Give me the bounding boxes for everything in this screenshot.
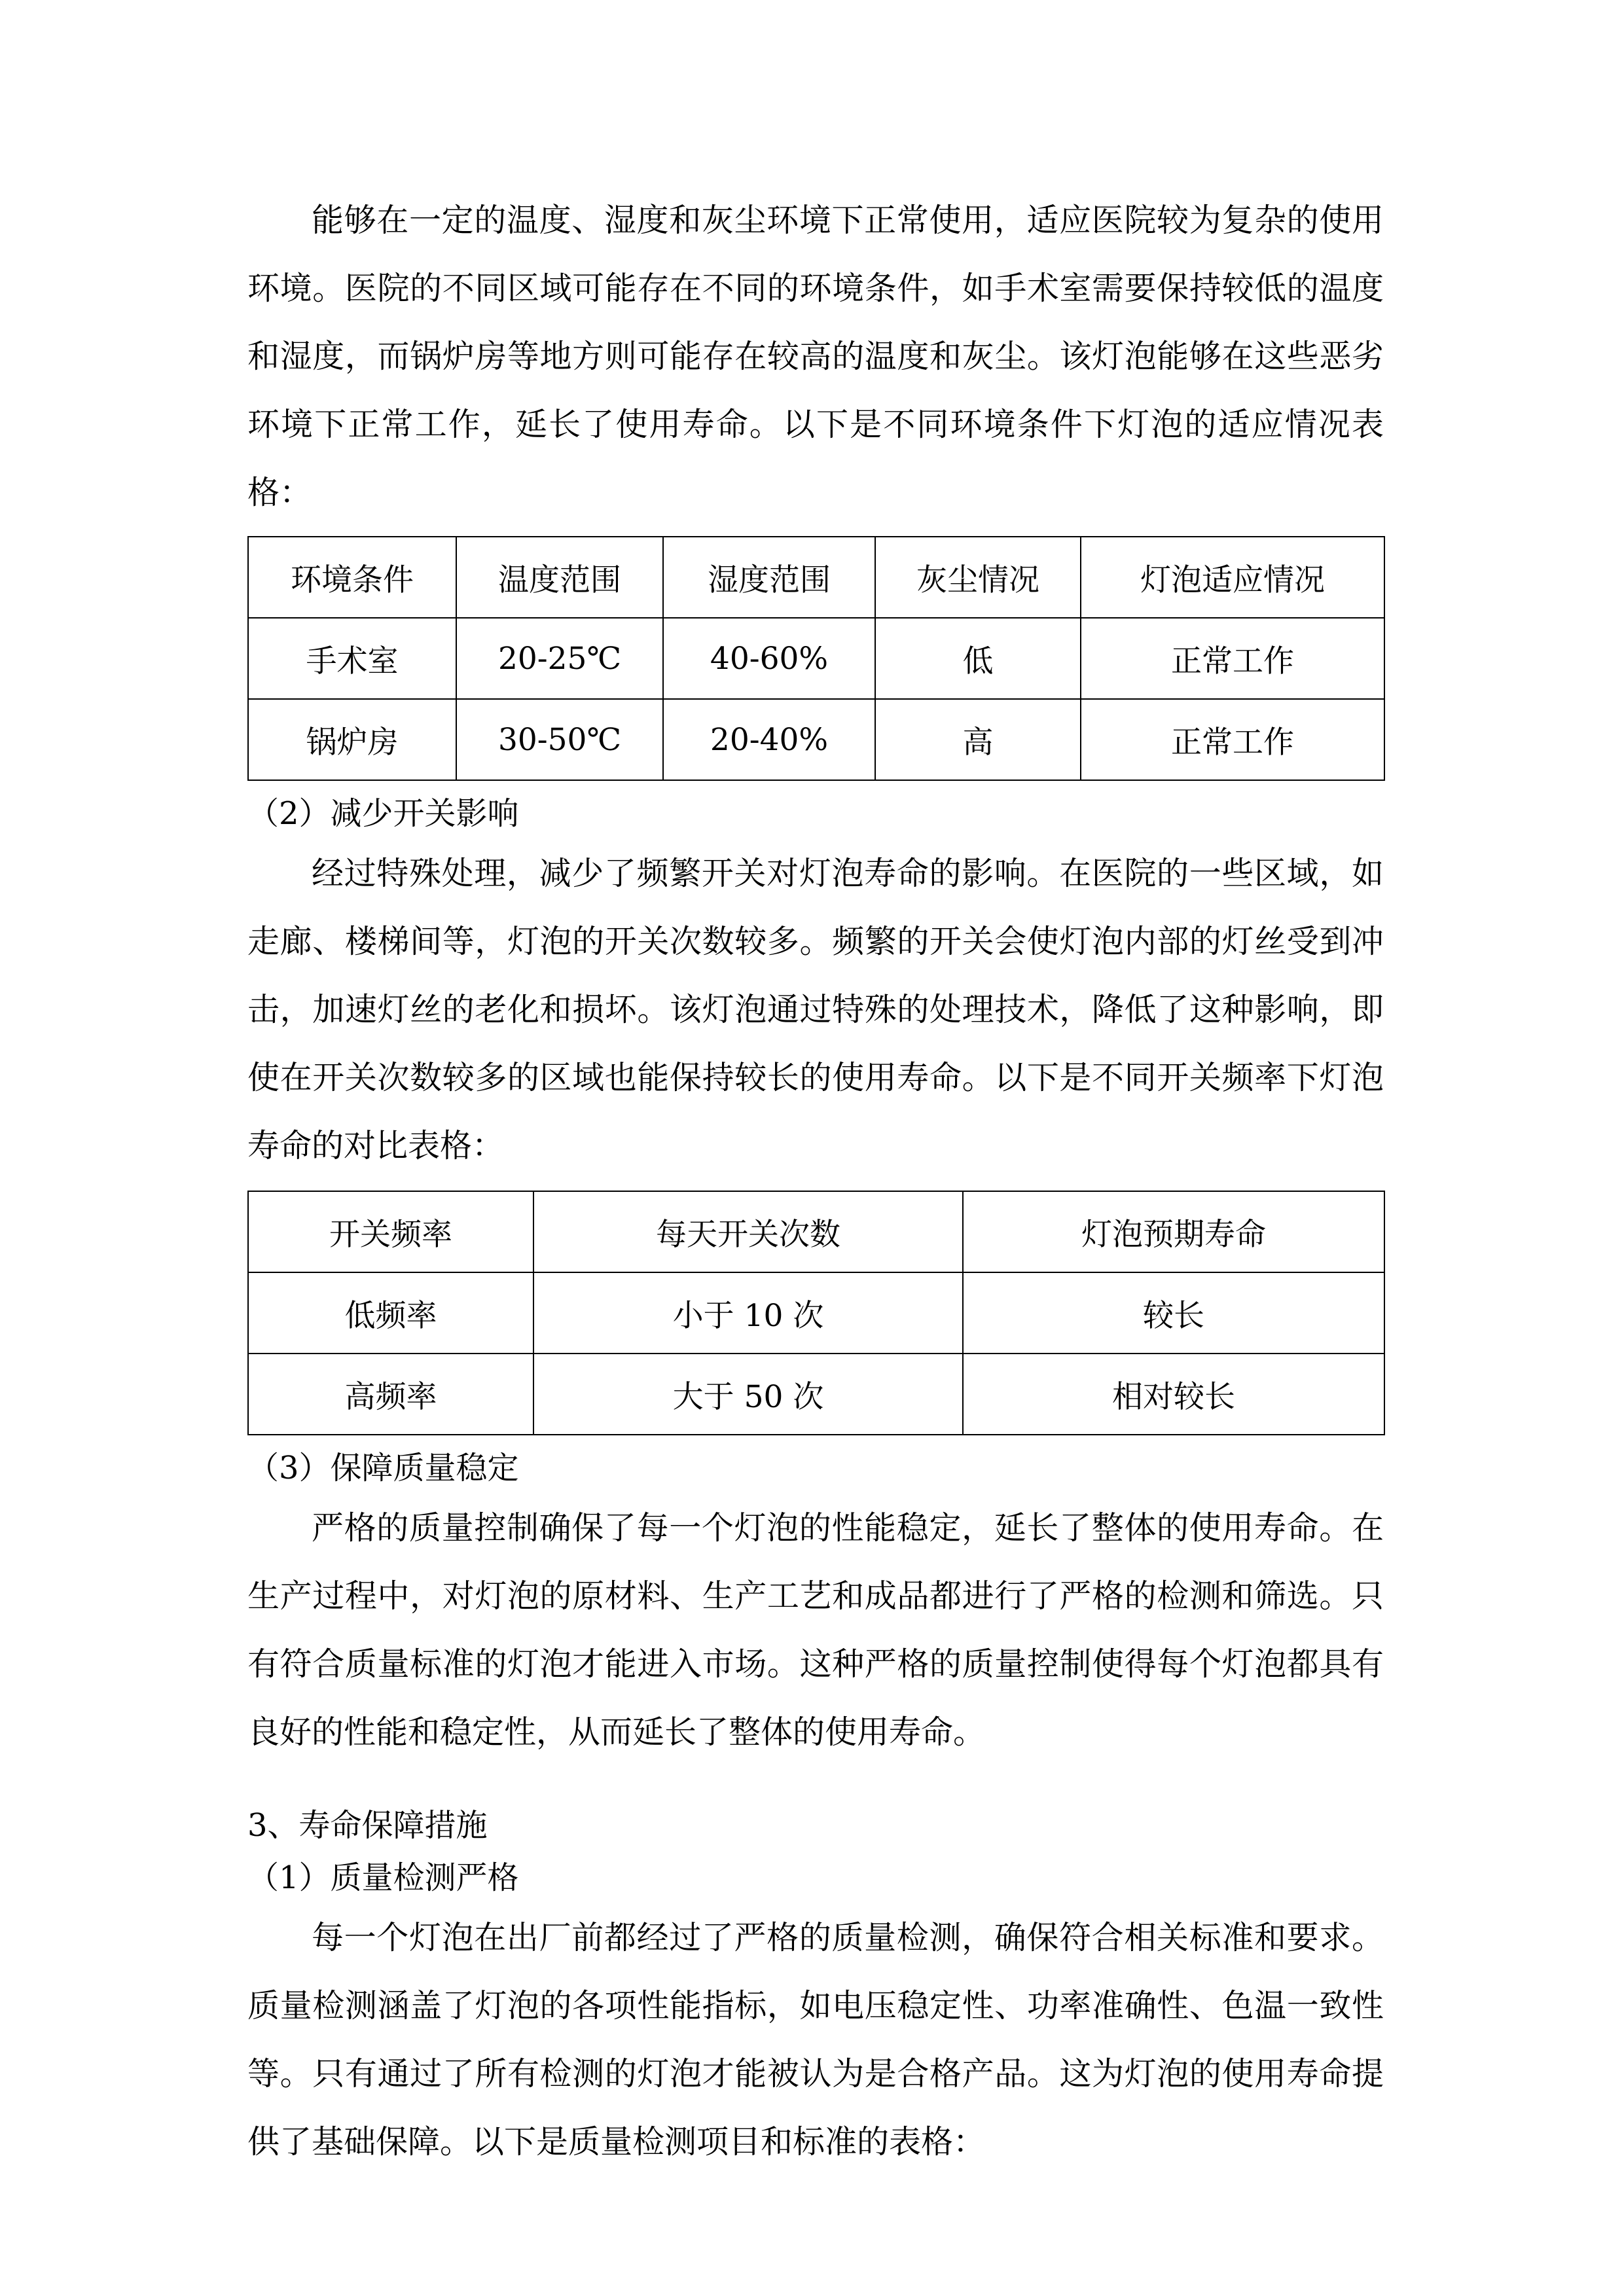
table-row — [248, 1354, 1384, 1435]
table-header-cell: 开关频率 — [248, 1191, 533, 1272]
table-header-cell: 灰尘情况 — [875, 537, 1081, 618]
table-header-cell: 每天开关次数 — [533, 1191, 963, 1272]
table-cell: 正常工作 — [1081, 699, 1384, 780]
table-row — [248, 1272, 1384, 1354]
table-cell: 较长 — [963, 1272, 1384, 1354]
subheading-strict-inspection: （1）质量检测严格 — [247, 1859, 519, 1896]
table-cell: 高 — [875, 699, 1081, 780]
table-cell: 低频率 — [248, 1272, 533, 1354]
table-cell: 20-25℃ — [456, 618, 663, 699]
section-spacer — [247, 1767, 1384, 1799]
table-header-cell: 环境条件 — [248, 537, 456, 618]
table-row — [248, 618, 1384, 699]
table-header-cell: 灯泡适应情况 — [1081, 537, 1384, 618]
table-row — [248, 699, 1384, 780]
table-header-row — [248, 1191, 1384, 1272]
table-cell: 正常工作 — [1081, 618, 1384, 699]
section-heading-lifespan-measures: 3、寿命保障措施 — [247, 1807, 488, 1844]
table-header-cell: 湿度范围 — [663, 537, 875, 618]
table-cell: 低 — [875, 618, 1081, 699]
table-cell: 锅炉房 — [248, 699, 456, 780]
table-cell: 高频率 — [248, 1354, 533, 1435]
table-cell: 小于 10 次 — [533, 1272, 963, 1354]
paragraph-switching: 经过特殊处理，减少了频繁开关对灯泡寿命的影响。在医院的一些区域，如走廊、楼梯间等，灯泡的开关次数较多。频繁的开关会使灯泡内部的灯丝受到冲击，加速灯丝的老化和损坏。该灯泡通过特殊的处理技术，降低了这种影响，即使在开关次数较多的区域也能保持较长的使用寿命。以下是不同开关频率下灯泡寿命的对比表格： — [247, 855, 1384, 1164]
environment-table — [247, 536, 1385, 781]
table-cell: 20-40% — [663, 699, 875, 780]
paragraph-inspection: 每一个灯泡在出厂前都经过了严格的质量检测，确保符合相关标准和要求。质量检测涵盖了灯泡的各项性能指标，如电压稳定性、功率准确性、色温一致性等。只有通过了所有检测的灯泡才能被认为是合格产品。这为灯泡的使用寿命提供了基础保障。以下是质量检测项目和标准的表格： — [247, 1919, 1384, 2161]
paragraph-quality-stability: 严格的质量控制确保了每一个灯泡的性能稳定，延长了整体的使用寿命。在生产过程中，对灯泡的原材料、生产工艺和成品都进行了严格的检测和筛选。只有符合质量标准的灯泡才能进入市场。这种严格的质量控制使得每个灯泡都具有良好的性能和稳定性，从而延长了整体的使用寿命。 — [247, 1509, 1384, 1751]
table-cell: 手术室 — [248, 618, 456, 699]
subheading-reduce-switching: （2）减少开关影响 — [247, 795, 519, 832]
document-body — [247, 187, 1384, 2176]
table-cell: 相对较长 — [963, 1354, 1384, 1435]
paragraph-environment: 能够在一定的温度、湿度和灰尘环境下正常使用，适应医院较为复杂的使用环境。医院的不同区域可能存在不同的环境条件，如手术室需要保持较低的温度和湿度，而锅炉房等地方则可能存在较高的温度和灰尘。该灯泡能够在这些恶劣环境下正常工作，延长了使用寿命。以下是不同环境条件下灯泡的适应情况表格： — [247, 202, 1384, 511]
table-cell: 40-60% — [663, 618, 875, 699]
subheading-quality-stability: （3）保障质量稳定 — [247, 1450, 519, 1486]
table-cell: 30-50℃ — [456, 699, 663, 780]
table-cell: 大于 50 次 — [533, 1354, 963, 1435]
table-header-cell: 温度范围 — [456, 537, 663, 618]
table-header-cell: 灯泡预期寿命 — [963, 1191, 1384, 1272]
switching-table — [247, 1191, 1385, 1435]
table-header-row — [248, 537, 1384, 618]
